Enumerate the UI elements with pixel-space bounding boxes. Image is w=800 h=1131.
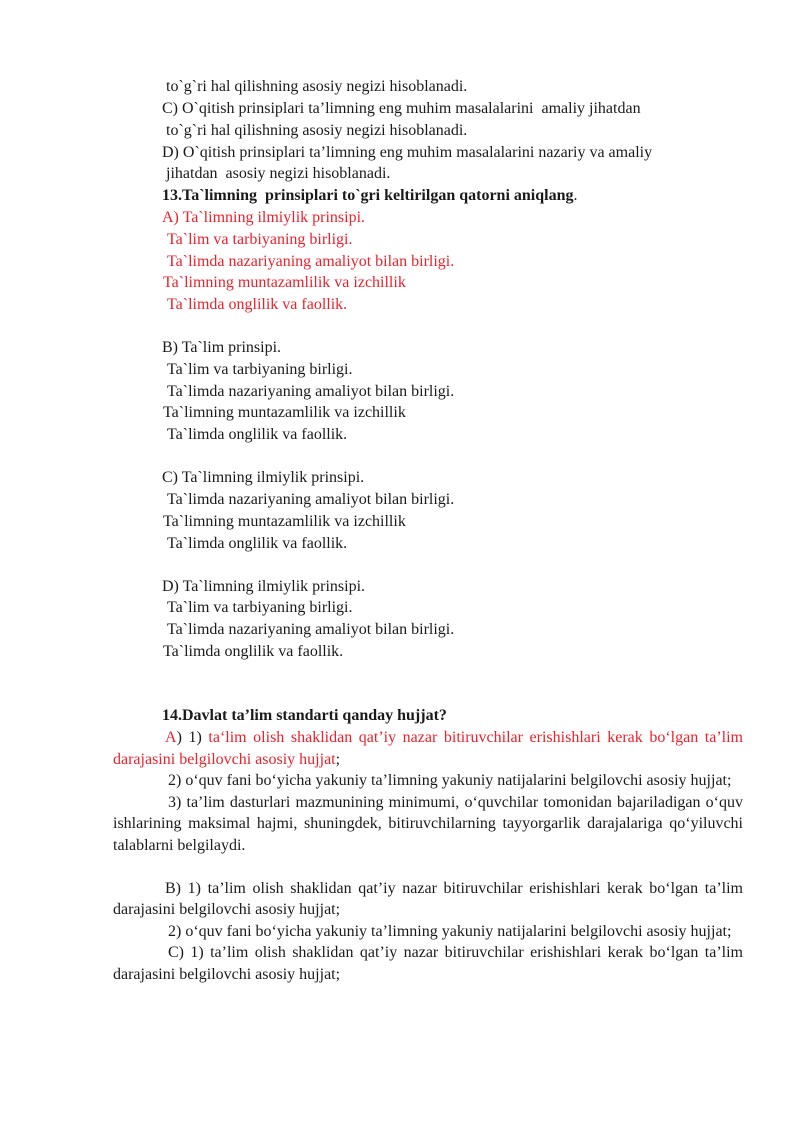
answer-a-line: Ta`limning muntazamlilik va izchillik bbox=[163, 274, 406, 291]
answer-c-line: Ta`limda onglilik va faollik. bbox=[167, 535, 348, 552]
text-line: D) O`qitish prinsiplari ta’limning eng muhim masalalarini nazariy va amaliy bbox=[162, 144, 653, 161]
answer-b-line: Ta`limda nazariyaning amaliyot bilan birligi. bbox=[167, 383, 455, 400]
answer-d-line: Ta`limda onglilik va faollik. bbox=[163, 643, 344, 660]
answer-a-line: Ta`limda nazariyaning amaliyot bilan birligi. bbox=[167, 253, 455, 270]
answer-b-line: B) Ta`lim prinsipi. bbox=[162, 339, 282, 356]
question-13-period: . bbox=[573, 187, 578, 204]
answer-c-line: Ta`limning muntazamlilik va izchillik bbox=[163, 513, 406, 530]
answer-c-line: C) Ta`limning ilmiylik prinsipi. bbox=[162, 469, 365, 486]
answer-d-line: Ta`limda nazariyaning amaliyot bilan birligi. bbox=[167, 621, 455, 638]
q14-answer-a-1 bbox=[113, 727, 743, 770]
answer-c-line: Ta`limda nazariyaning amaliyot bilan birligi. bbox=[167, 491, 455, 508]
text-line: jihatdan asosiy negizi hisoblanadi. bbox=[166, 165, 391, 182]
q14-answer-c-1: C) 1) ta’lim olish shaklidan qat’iy nazar bitiruvchilar erishishlari kerak bo‘lgan ta’lim darajasini belgilovchi asosiy hujjat; bbox=[113, 944, 743, 983]
q14-answer-a-text: ta‘lim olish shaklidan qat’iy nazar bitiruvchilar erishishlari kerak bo‘lgan ta’lim darajasini belgilovchi asosiy hujjat bbox=[113, 729, 744, 768]
text-line: to`g`ri hal qilishning asosiy negizi hisoblanadi. bbox=[166, 78, 468, 95]
answer-d-line: D) Ta`limning ilmiylik prinsipi. bbox=[162, 578, 366, 595]
question-14-answers bbox=[113, 727, 743, 985]
answer-a-line: Ta`limda onglilik va faollik. bbox=[167, 296, 348, 313]
answer-b-line: Ta`limda onglilik va faollik. bbox=[167, 426, 348, 443]
question-14-heading: 14.Davlat ta’lim standarti qanday hujjat? bbox=[162, 707, 447, 724]
q14-answer-b-1: B) 1) ta’lim olish shaklidan qat’iy nazar bitiruvchilar erishishlari kerak bo‘lgan ta’lim darajasini belgilovchi asosiy hujjat; bbox=[113, 879, 743, 918]
blank-line bbox=[113, 856, 743, 878]
question-13-heading bbox=[162, 186, 577, 206]
text-line: C) O`qitish prinsiplari ta’limning eng muhim masalalarini amaliy jihatdan bbox=[162, 100, 641, 117]
answer-a-line: Ta`lim va tarbiyaning birligi. bbox=[167, 231, 353, 248]
q14-answer-a-2: 2) o‘quv fani bo‘yicha yakuniy ta’limning yakuniy natijalarini belgilovchi asosiy hujjat; bbox=[168, 772, 732, 789]
text-line: to`g`ri hal qilishning asosiy negizi hisoblanadi. bbox=[166, 122, 468, 139]
answer-a-line: A) Ta`limning ilmiylik prinsipi. bbox=[162, 209, 366, 226]
q14-answer-a-label: A bbox=[165, 729, 177, 746]
q14-answer-a-3: 3) ta’lim dasturlari mazmunining minimumi, o‘quvchilar tomonidan bajariladigan o‘quv ishlarining maksimal hajmi, shuningdek, bitiruvchilarning tayyorgarlik darajalariga qo‘yiluvchi talablarni belgilaydi. bbox=[113, 793, 743, 854]
answer-b-line: Ta`limning muntazamlilik va izchillik bbox=[163, 404, 406, 421]
answer-d-line: Ta`lim va tarbiyaning birligi. bbox=[167, 599, 353, 616]
q14-answer-a-semicolon: ; bbox=[335, 750, 341, 768]
q14-answer-b-2: 2) o‘quv fani bo‘yicha yakuniy ta’limning yakuniy natijalarini belgilovchi asosiy hujjat; bbox=[168, 922, 732, 940]
q14-answer-a-number: ) 1) bbox=[176, 729, 209, 746]
question-13-text: 13.Ta`limning prinsiplari to`gri keltirilgan qatorni aniqlang bbox=[162, 187, 574, 204]
answer-b-line: Ta`lim va tarbiyaning birligi. bbox=[167, 361, 353, 378]
